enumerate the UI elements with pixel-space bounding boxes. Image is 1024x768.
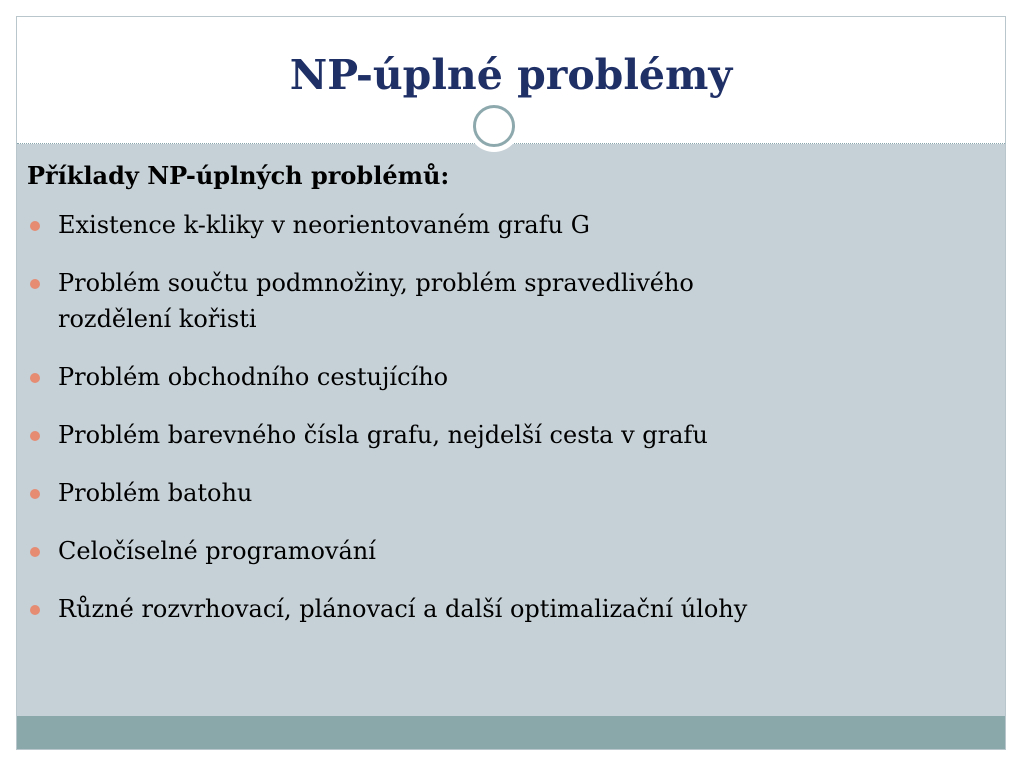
bullet-dot-icon [30,431,40,441]
ring-ornament-icon [473,105,515,147]
slide-content [27,160,967,649]
list-item [27,533,967,569]
content-heading: Příklady NP-úplných problémů: [27,161,450,190]
footer-band [17,716,1005,750]
list-item [27,475,967,511]
list-item [27,207,967,243]
list-item-text: Problém batohu [58,479,253,507]
bullet-dot-icon [30,489,40,499]
list-item-text: Existence k-kliky v neorientovaném grafu G [58,211,590,239]
list-item-text-line2: rozdělení kořisti [58,305,257,333]
list-item [27,359,967,395]
list-item [27,265,967,337]
list-item-text: Problém obchodního cestujícího [58,363,449,391]
list-item [27,591,967,627]
bullet-list [27,207,967,627]
bullet-dot-icon [30,547,40,557]
list-item [27,417,967,453]
list-item-text-line1: Problém součtu podmnožiny, problém spravedlivého [58,269,694,297]
slide-title: NP-úplné problémy [289,51,733,99]
list-item-text: Problém barevného čísla grafu, nejdelší cesta v grafu [58,421,708,449]
list-item-text: Celočíselné programování [58,537,376,565]
bullet-dot-icon [30,605,40,615]
bullet-dot-icon [30,221,40,231]
bullet-dot-icon [30,279,40,289]
bullet-dot-icon [30,373,40,383]
list-item-text: Různé rozvrhovací, plánovací a další optimalizační úlohy [58,595,748,623]
